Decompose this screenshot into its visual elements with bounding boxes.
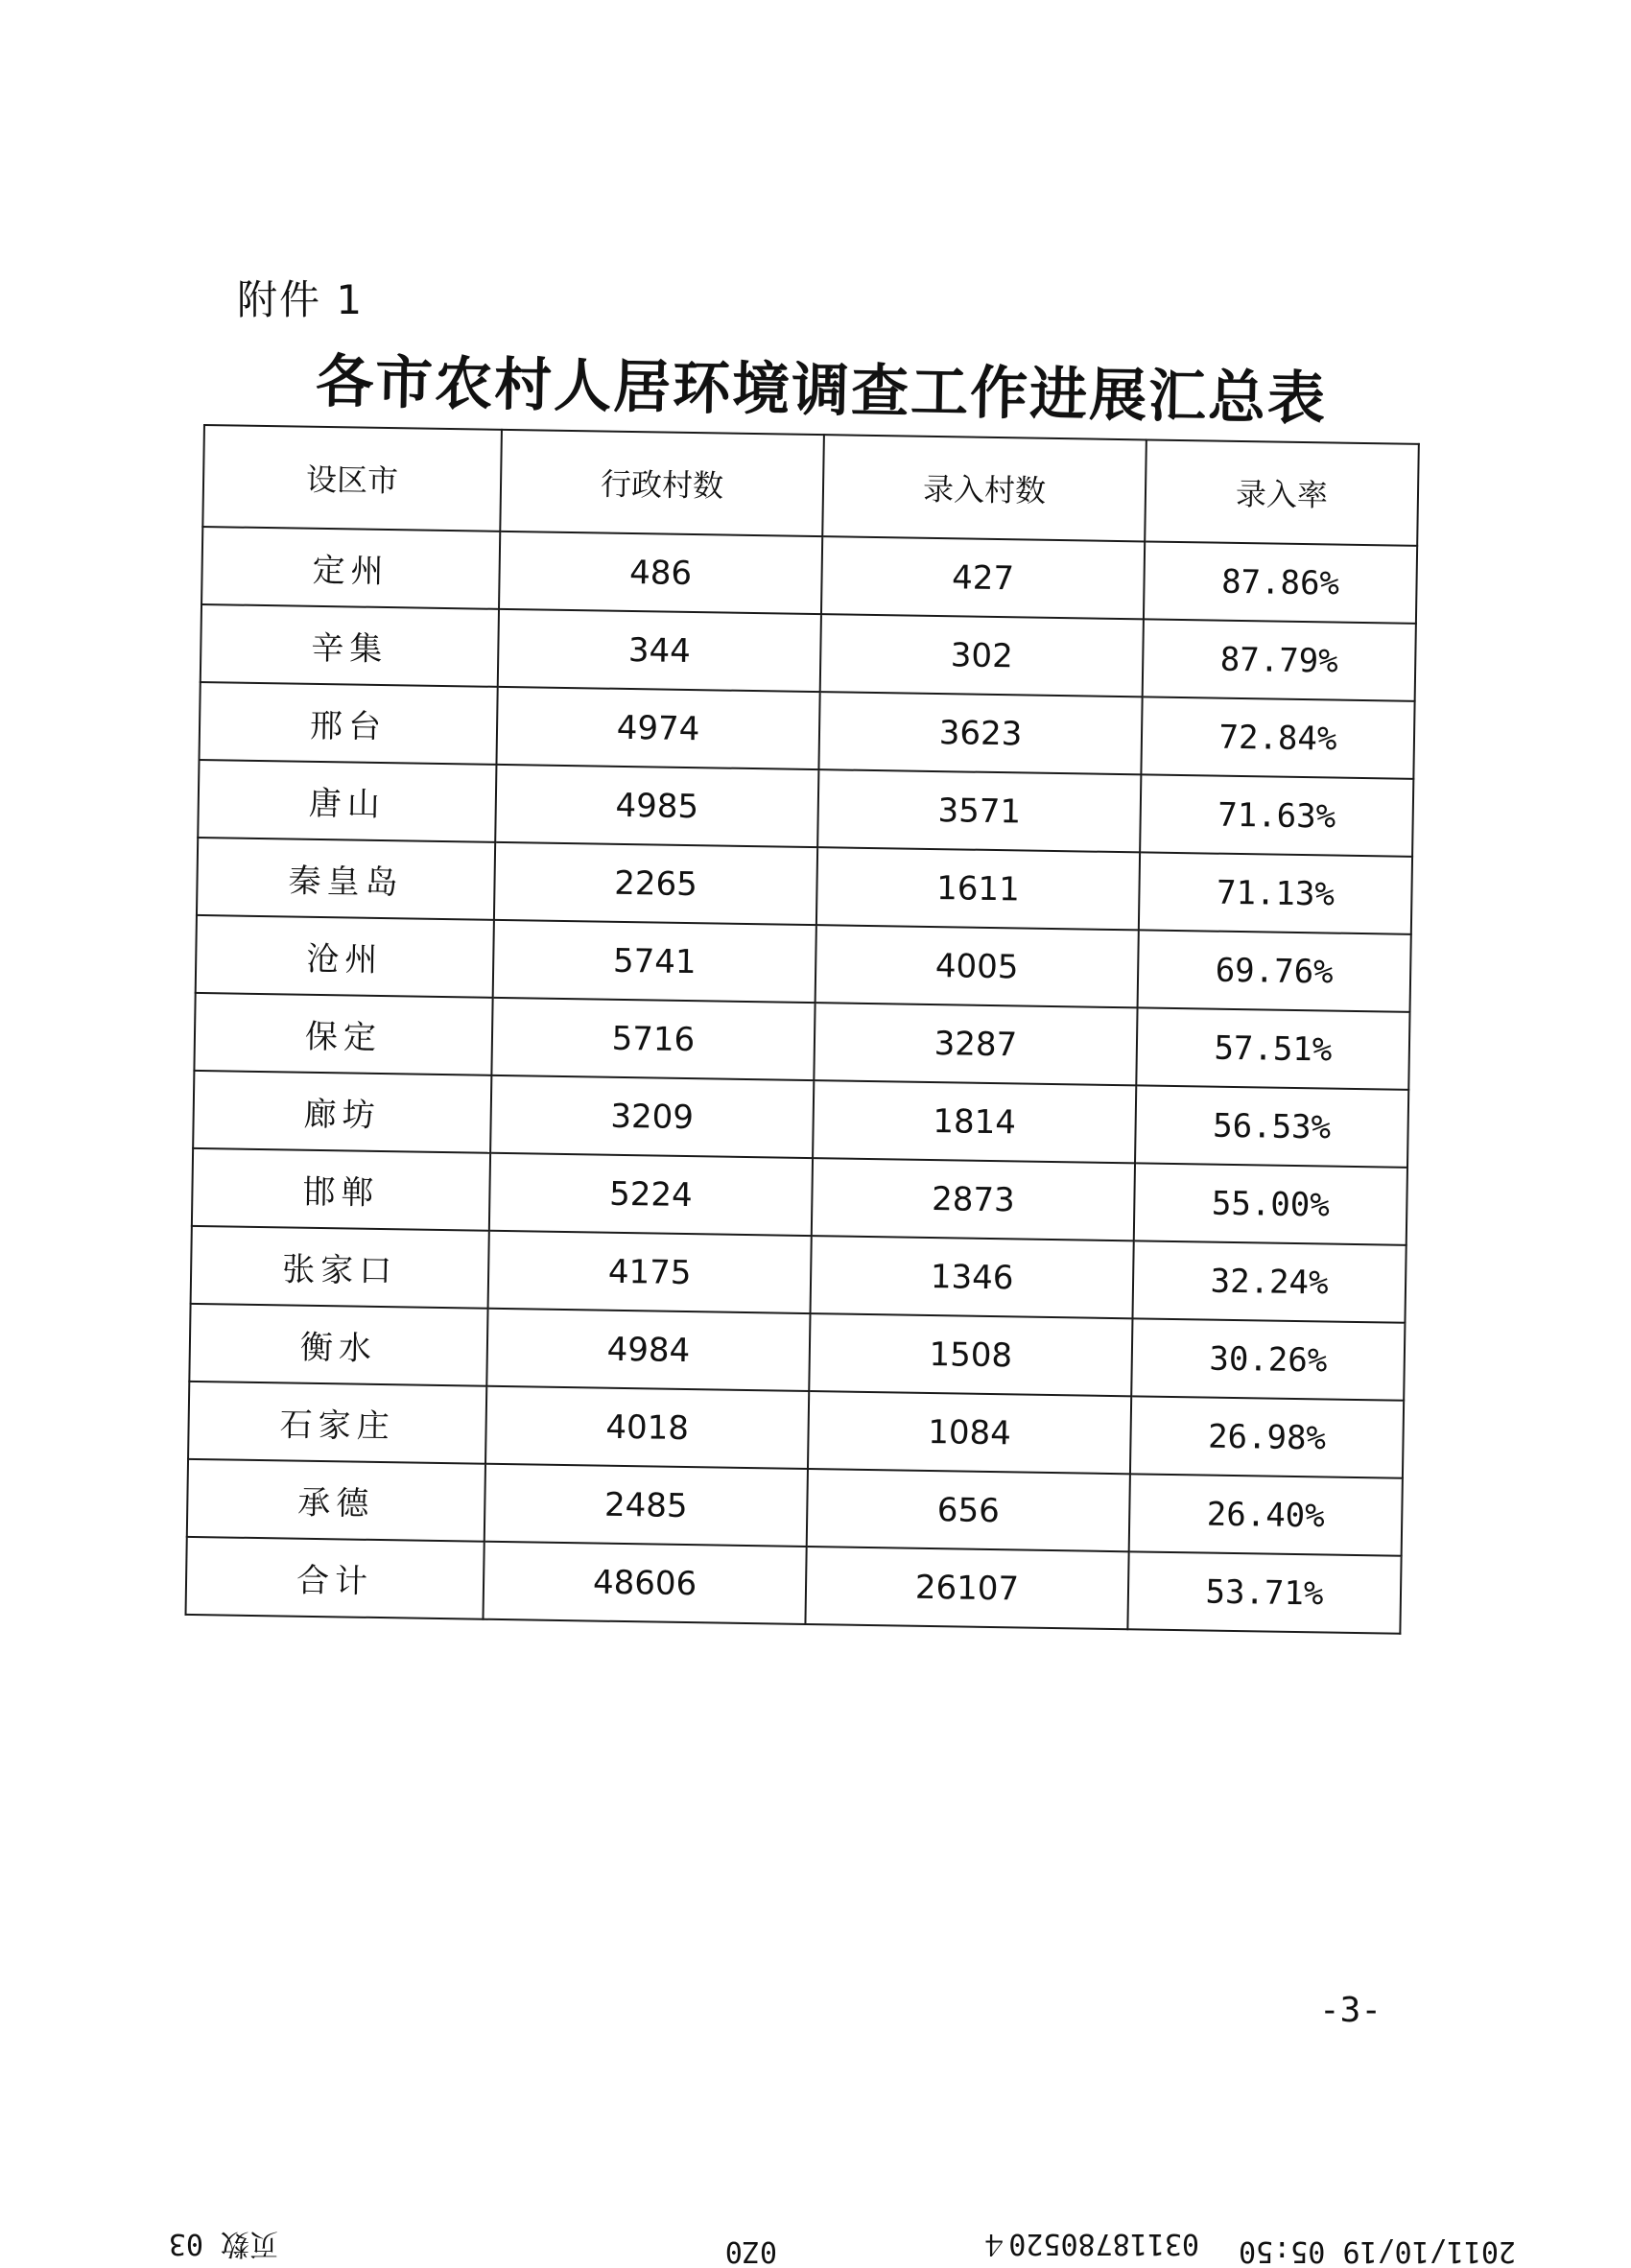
cell-city: 辛集 bbox=[201, 604, 499, 687]
cell-city: 廊坊 bbox=[193, 1071, 491, 1153]
header-entry-rate: 录入率 bbox=[1145, 439, 1419, 545]
cell-admin-villages: 4985 bbox=[495, 765, 818, 847]
cell-entered-villages: 3571 bbox=[817, 769, 1141, 852]
cell-entered-villages: 4005 bbox=[816, 925, 1139, 1007]
cell-city: 承德 bbox=[187, 1459, 485, 1542]
cell-city: 邯郸 bbox=[192, 1148, 490, 1231]
cell-entry-rate: 26.40% bbox=[1129, 1474, 1403, 1555]
cell-city: 邢台 bbox=[200, 682, 498, 765]
cell-entered-villages: 2873 bbox=[812, 1158, 1135, 1240]
cell-city: 张家口 bbox=[191, 1226, 489, 1309]
cell-entry-rate: 71.13% bbox=[1139, 852, 1412, 933]
cell-total-entered-villages: 26107 bbox=[805, 1547, 1128, 1629]
header-admin-villages: 行政村数 bbox=[500, 430, 824, 536]
cell-entry-rate: 69.76% bbox=[1138, 930, 1411, 1011]
cell-entered-villages: 1814 bbox=[813, 1080, 1136, 1163]
fax-page-count: 页数 03 bbox=[168, 2227, 278, 2260]
header-city: 设区市 bbox=[202, 425, 502, 532]
cell-admin-villages: 344 bbox=[498, 609, 821, 692]
cell-entered-villages: 656 bbox=[807, 1469, 1130, 1551]
cell-entered-villages: 302 bbox=[820, 614, 1144, 697]
fax-number: 03118780520４ bbox=[980, 2227, 1199, 2260]
cell-admin-villages: 5716 bbox=[491, 998, 815, 1080]
summary-table-container bbox=[184, 424, 1419, 1635]
cell-entered-villages: 1508 bbox=[809, 1313, 1132, 1396]
fax-code: 0Z0 bbox=[724, 2234, 777, 2268]
cell-city: 沧州 bbox=[196, 915, 494, 998]
cell-city: 秦皇岛 bbox=[197, 838, 495, 920]
cell-city: 定州 bbox=[201, 527, 500, 609]
cell-admin-villages: 4175 bbox=[488, 1231, 812, 1313]
header-entered-villages: 录入村数 bbox=[822, 435, 1146, 541]
cell-admin-villages: 5741 bbox=[493, 920, 816, 1003]
cell-city: 保定 bbox=[194, 993, 492, 1075]
cell-city: 石家庄 bbox=[188, 1382, 486, 1464]
cell-entry-rate: 32.24% bbox=[1132, 1240, 1406, 1322]
summary-table bbox=[184, 424, 1419, 1635]
cell-entered-villages: 3287 bbox=[814, 1003, 1137, 1085]
table-header-row bbox=[202, 425, 1419, 546]
cell-admin-villages: 5224 bbox=[489, 1153, 813, 1236]
cell-admin-villages: 3209 bbox=[490, 1075, 814, 1158]
cell-admin-villages: 2485 bbox=[485, 1464, 808, 1547]
cell-entry-rate: 71.63% bbox=[1140, 774, 1413, 856]
cell-entered-villages: 1346 bbox=[811, 1236, 1134, 1318]
cell-city: 衡水 bbox=[189, 1304, 487, 1386]
cell-admin-villages: 4974 bbox=[496, 687, 819, 769]
cell-admin-villages: 486 bbox=[499, 532, 822, 614]
cell-entry-rate: 56.53% bbox=[1135, 1085, 1408, 1167]
fax-datetime: 2011/10/19 05:50 bbox=[1239, 2234, 1516, 2268]
cell-entered-villages: 1611 bbox=[816, 847, 1140, 930]
cell-entered-villages: 3623 bbox=[818, 692, 1142, 774]
cell-entry-rate: 72.84% bbox=[1141, 697, 1414, 778]
cell-total-admin-villages: 48606 bbox=[483, 1542, 806, 1624]
document-title: 各市农村人居环境调查工作进展汇总表 bbox=[315, 347, 1328, 434]
cell-admin-villages: 2265 bbox=[494, 842, 817, 925]
cell-entry-rate: 87.79% bbox=[1143, 619, 1416, 700]
cell-entry-rate: 30.26% bbox=[1131, 1318, 1405, 1400]
fax-header-upside-down bbox=[115, 2224, 1516, 2268]
attachment-label: 附件 1 bbox=[237, 276, 365, 323]
cell-city: 唐山 bbox=[198, 760, 496, 842]
cell-entered-villages: 427 bbox=[821, 536, 1145, 619]
cell-admin-villages: 4018 bbox=[485, 1386, 809, 1469]
cell-entry-rate: 57.51% bbox=[1136, 1007, 1409, 1089]
cell-total-label: 合计 bbox=[186, 1537, 485, 1619]
cell-admin-villages: 4984 bbox=[486, 1309, 810, 1391]
cell-entry-rate: 26.98% bbox=[1130, 1396, 1404, 1477]
cell-entry-rate: 87.86% bbox=[1144, 541, 1417, 623]
page-number: -3- bbox=[1319, 1991, 1383, 2030]
cell-total-entry-rate: 53.71% bbox=[1127, 1551, 1401, 1633]
cell-entry-rate: 55.00% bbox=[1134, 1163, 1407, 1244]
cell-entered-villages: 1084 bbox=[808, 1391, 1131, 1474]
